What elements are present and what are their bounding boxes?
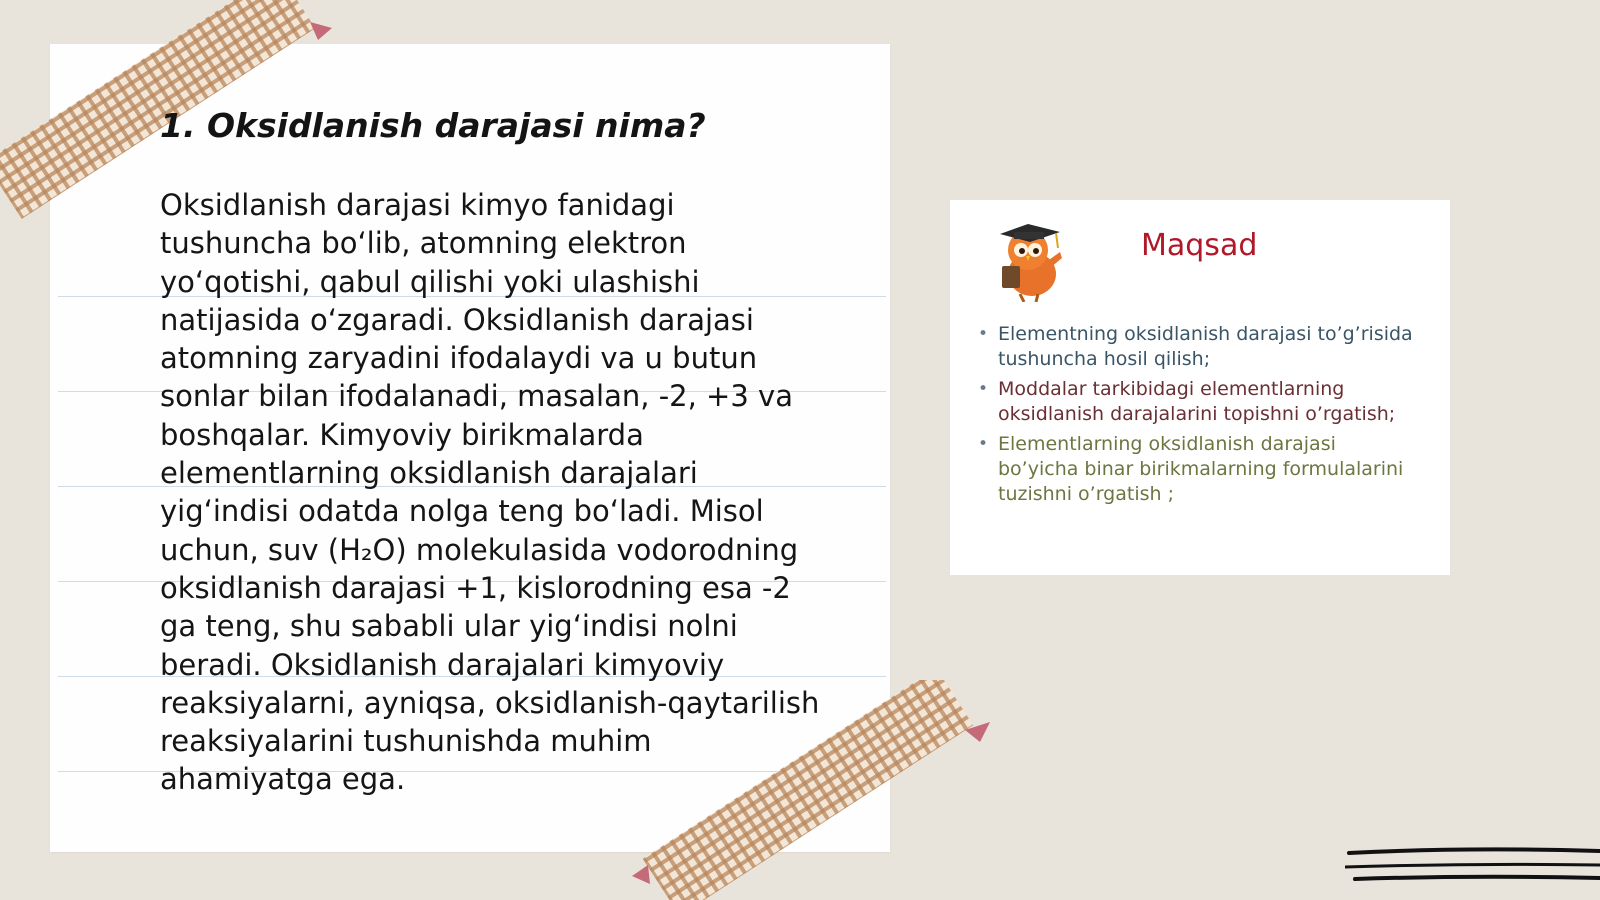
tape-bottom (630, 680, 990, 900)
body-line: tushuncha bo‘lib, atomning elektron (160, 226, 687, 261)
body-line: yig‘indisi odatda nolga teng bo‘ladi. Misol (160, 494, 764, 529)
body-line: yo‘qotishi, qabul qilishi yoki ulashishi (160, 264, 700, 299)
body-line: beradi. Oksidlanish darajalari kimyoviy (160, 647, 725, 682)
body-line: reaksiyalarini tushunishda muhim (160, 724, 652, 759)
body-line: reaksiyalarni, ayniqsa, oksidlanish-qaytarilish (160, 685, 820, 720)
card-title: Maqsad (1141, 228, 1258, 263)
goals-card (950, 200, 1450, 575)
body-line: Oksidlanish darajasi kimyo fanidagi (160, 188, 675, 222)
body-line: elementlarning oksidlanish darajalari (160, 456, 698, 491)
brush-stripes (1345, 845, 1600, 895)
goal-text: Moddalar tarkibidagi elementlarning oksidlanish darajalarini topishni o’rgatish; (998, 378, 1396, 425)
body-line: ga teng, shu sababli ular yig‘indisi nolni (160, 609, 738, 644)
goal-text: Elementlarning oksidlanish darajasi bo’yicha binar birikmalarning formulalarini tuzishni o’rgatish ; (998, 433, 1404, 505)
slide-heading: 1. Oksidlanish darajasi nima? (160, 106, 706, 145)
body-line: sonlar bilan ifodalanadi, masalan, -2, +3 va (160, 379, 793, 414)
body-line: natijasida o‘zgaradi. Oksidlanish darajasi (160, 302, 754, 337)
body-line: oksidlanish darajasi +1, kislorodning esa -2 (160, 570, 791, 605)
tape-corner (310, 22, 332, 40)
goal-item (978, 377, 1418, 427)
owl-graduate-icon (990, 218, 1070, 302)
goal-text: Elementning oksidlanish darajasi to’g’risida tushuncha hosil qilish; (998, 323, 1413, 370)
body-line: uchun, suv (H₂O) molekulasida vodorodning (160, 532, 799, 567)
goal-item (978, 432, 1418, 507)
body-line: atomning zaryadini ifodalaydi va u butun (160, 341, 758, 376)
goal-item (978, 322, 1418, 372)
goals-list (978, 322, 1418, 512)
body-line: boshqalar. Kimyoviy birikmalarda (160, 417, 644, 452)
body-line: ahamiyatga ega. (160, 762, 406, 797)
tape-corner (632, 865, 650, 884)
